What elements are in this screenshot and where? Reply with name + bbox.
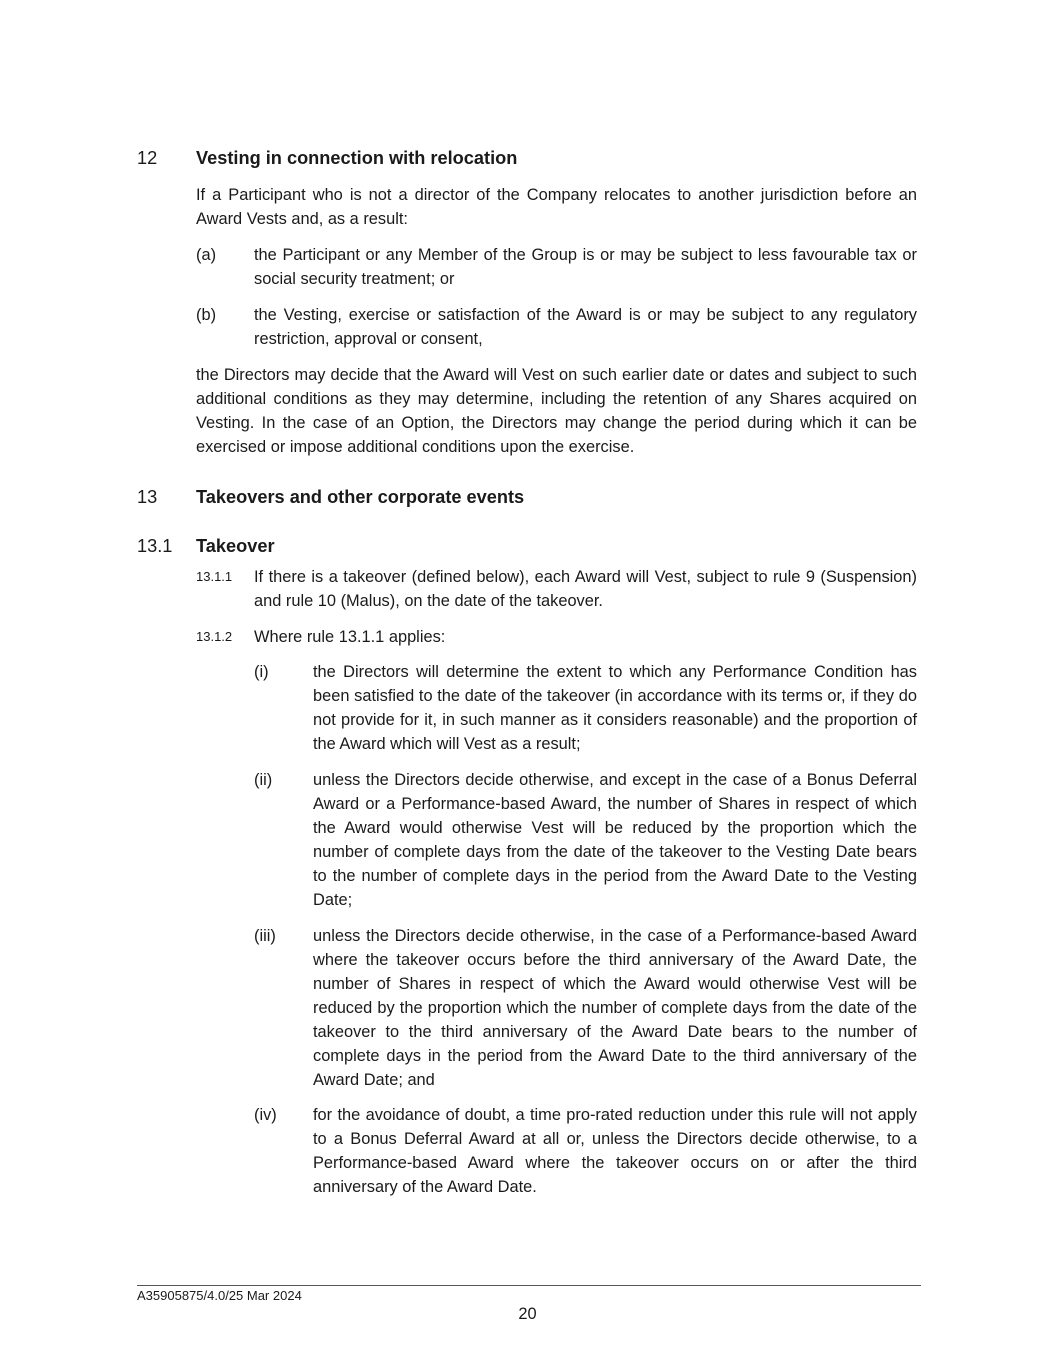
item-iii-label: (iii) <box>254 927 276 945</box>
item-iii-text: unless the Directors decide otherwise, in the case of a Performance-based Award where the takeover occurs before the third anniversary of the Award Date, the number of Shares in respect of which the Award would otherwise Vest will be reduced by the proportion which the number of complete days from the date of the takeover to the third anniversary of the Award Date bears to the number of complete days in the period from the Award Date to the third anniversary of the Award Date; and <box>313 927 917 1089</box>
subsection-13-1-heading: Takeover <box>196 536 275 556</box>
clause-13-1-1-text: If there is a takeover (defined below), each Award will Vest, subject to rule 9 (Suspension) and rule 10 (Malus), on the date of the takeover. <box>254 568 917 610</box>
section-12-closing: the Directors may decide that the Award will Vest on such earlier date or dates and subject to such additional conditions as they may determine, including the retention of any Shares acquired on Vesting. In the case of an Option, the Directors may change the period during which it can be exercised or impose additional conditions upon the exercise. <box>196 366 917 456</box>
section-12-intro: If a Participant who is not a director of the Company relocates to another jurisdiction before an Award Vests and, as a result: <box>196 186 917 228</box>
clause-13-1-1-label: 13.1.1 <box>196 569 233 584</box>
item-iv-label: (iv) <box>254 1106 277 1124</box>
item-ii-label: (ii) <box>254 771 273 789</box>
clause-13-1-2-label: 13.1.2 <box>196 629 233 644</box>
page-number: 20 <box>518 1305 537 1323</box>
item-i-label: (i) <box>254 663 269 681</box>
item-i-text: the Directors will determine the extent to which any Performance Condition has been satisfied to the date of the takeover (in accordance with its terms or, if they do not provide for it, in such manner as it considers reasonable) and the proportion of the Award which will Vest as a result; <box>313 663 917 753</box>
section-12-heading: Vesting in connection with relocation <box>196 148 518 168</box>
item-a-text: the Participant or any Member of the Group is or may be subject to less favourable tax or social security treatment; or <box>254 246 917 288</box>
section-12-number: 12 <box>137 148 158 168</box>
item-a-label: (a) <box>196 246 217 264</box>
item-ii-text: unless the Directors decide otherwise, and except in the case of a Bonus Deferral Award or a Performance-based Award, the number of Shares in respect of which the Award would otherwise Vest will be reduced by the proportion which the number of complete days from the date of the takeover to the Vesting Date bears to the number of complete days in the period from the Award Date to the Vesting Date; <box>313 771 917 909</box>
clause-13-1-2-text: Where rule 13.1.1 applies: <box>254 628 446 646</box>
subsection-13-1-number: 13.1 <box>137 536 173 556</box>
item-iv-text: for the avoidance of doubt, a time pro-rated reduction under this rule will not apply to a Bonus Deferral Award at all or, unless the Directors decide otherwise, to a Performance-based Award where the takeover occurs on or after the third anniversary of the Award Date. <box>313 1106 917 1196</box>
section-13-heading: Takeovers and other corporate events <box>196 487 525 507</box>
item-b-label: (b) <box>196 306 217 324</box>
document-reference: A35905875/4.0/25 Mar 2024 <box>137 1288 302 1303</box>
footer-rule <box>137 1285 921 1286</box>
item-b-text: the Vesting, exercise or satisfaction of the Award is or may be subject to any regulatory restriction, approval or consent, <box>254 306 917 348</box>
section-13-number: 13 <box>137 487 158 507</box>
